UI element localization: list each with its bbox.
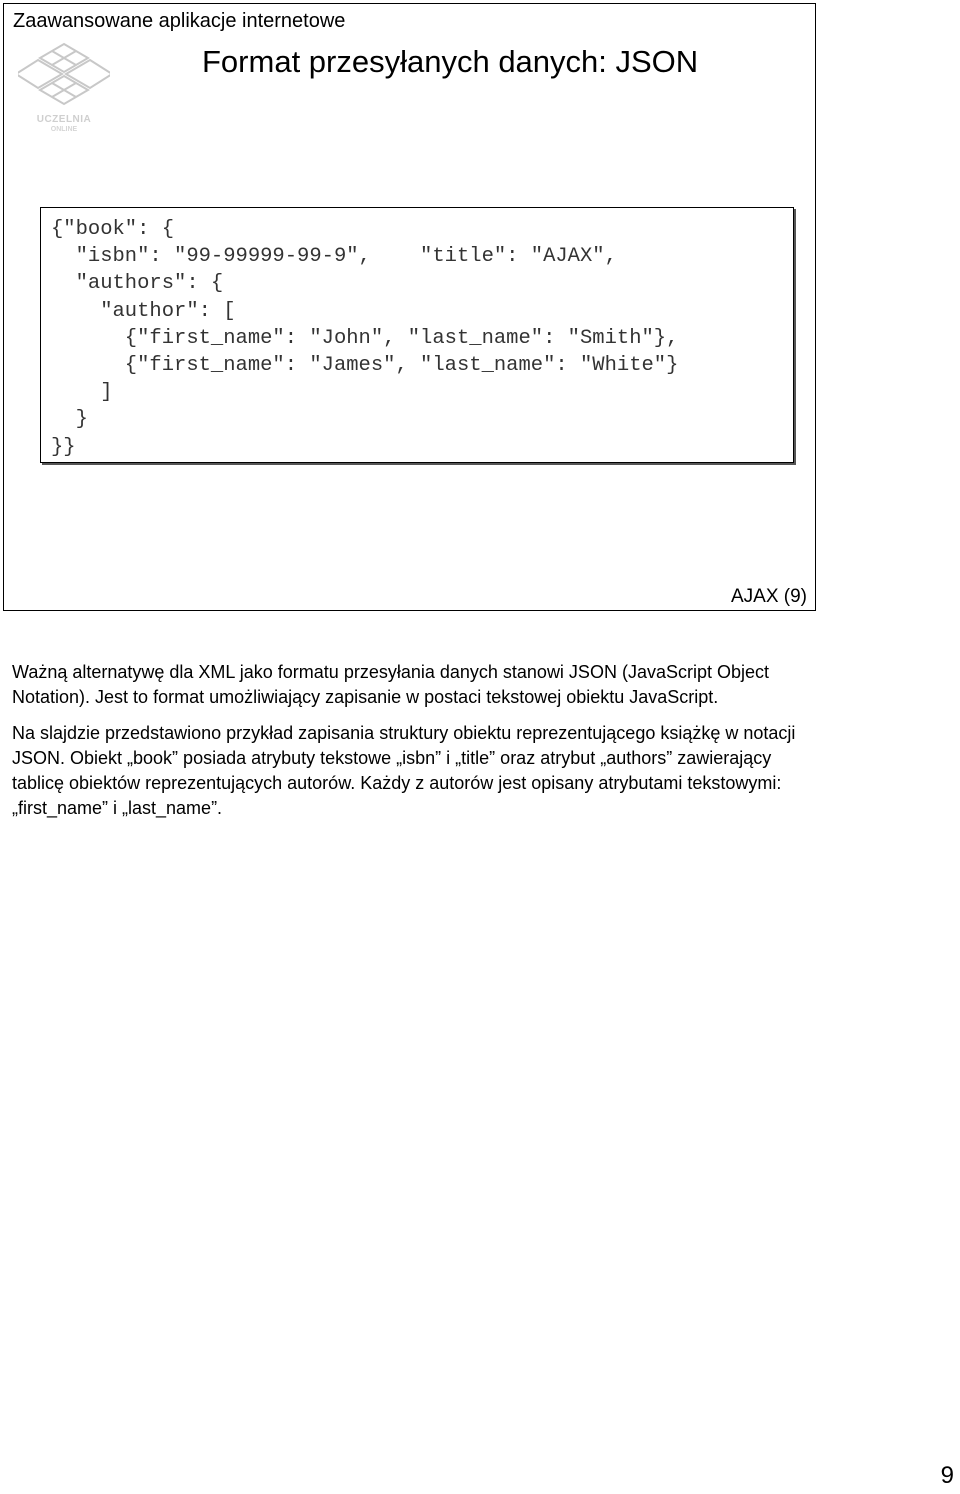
slide-label: AJAX (9) xyxy=(730,586,807,607)
code-line: ] xyxy=(51,381,113,405)
logo-text: UCZELNIA xyxy=(36,114,92,125)
logo-subtext: ONLINE xyxy=(50,126,78,133)
university-logo xyxy=(18,40,110,140)
json-code xyxy=(51,216,678,461)
code-line: }} xyxy=(51,435,76,459)
page-number: 9 xyxy=(940,1462,954,1489)
code-line: {"book": { xyxy=(51,218,175,241)
logo-grid-icon xyxy=(18,40,110,114)
code-box xyxy=(40,207,794,463)
slide-title: Format przesyłanych danych: JSON xyxy=(202,44,699,79)
slide-frame xyxy=(3,3,816,611)
course-title: Zaawansowane aplikacje internetowe xyxy=(13,10,346,32)
code-line: {"first_name": "James", "last_name": "White"} xyxy=(51,354,679,378)
code-line: "author": [ xyxy=(51,299,236,323)
code-line: "isbn": "99-99999-99-9", "title": "AJAX", xyxy=(51,245,617,269)
code-line: } xyxy=(51,408,88,432)
code-line: {"first_name": "John", "last_name": "Smith"}, xyxy=(51,326,679,350)
notes-paragraph-2: Na slajdzie przedstawiono przykład zapisania struktury obiektu reprezentującego książkę w notacji JSON. Obiekt „book” posiada atrybuty tekstowe „isbn” i „title” oraz atrybut „authors” zawierający tablicę obiektów reprezentujących autorów. Każdy z autorów jest opisany atrybutami tekstowymi: „first_name” i „last_name”. xyxy=(12,723,796,818)
notes-paragraph-1: Ważną alternatywę dla XML jako formatu przesyłania danych stanowi JSON (JavaScript Object Notation). Jest to format umożliwiający zapisanie w postaci tekstowej obiektu JavaScript. xyxy=(12,662,769,707)
code-line: "authors": { xyxy=(51,272,224,296)
notes xyxy=(12,660,812,832)
